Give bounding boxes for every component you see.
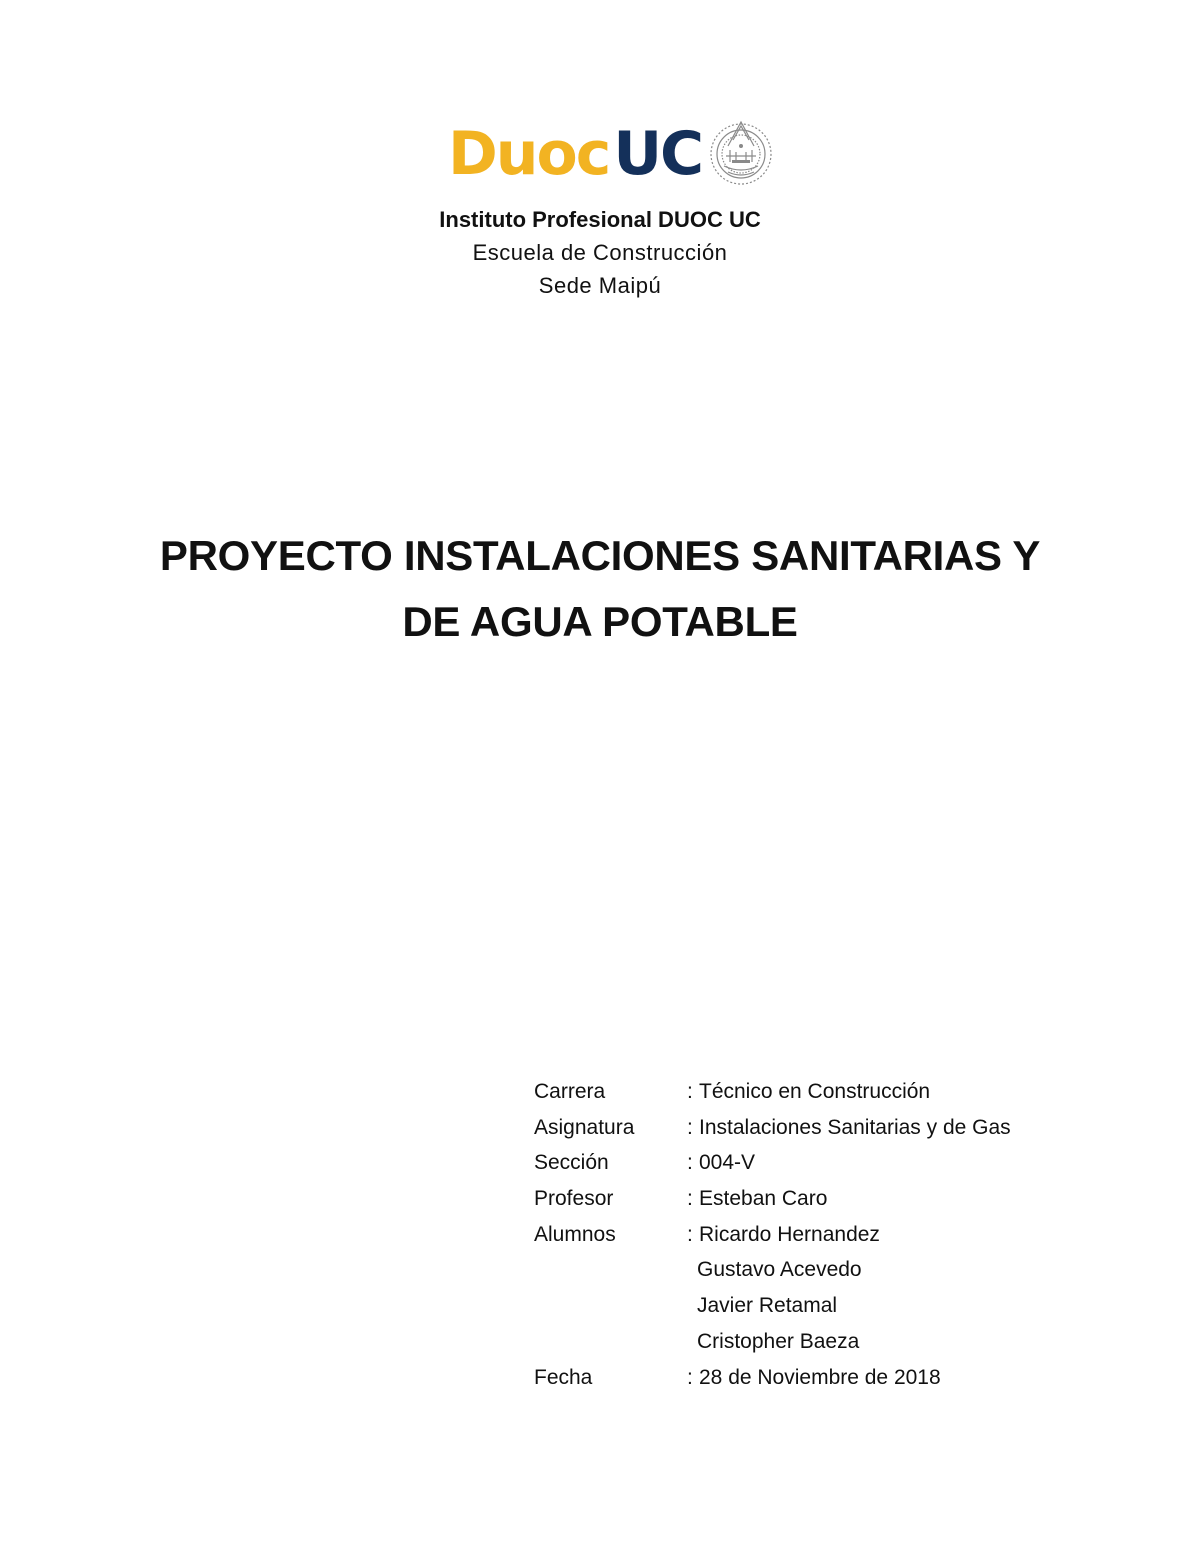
asignatura-colon: : (687, 1115, 693, 1139)
document-title-line-2: DE AGUA POTABLE (402, 598, 798, 645)
fecha-value: 28 de Noviembre de 2018 (699, 1365, 941, 1389)
alumno-name: Ricardo Hernandez (699, 1222, 880, 1246)
school-name: Escuela de Construcción (472, 240, 728, 265)
duoc-uc-logo (448, 116, 778, 194)
info-row-carrera (534, 1076, 1094, 1112)
info-row-alumno (534, 1326, 1094, 1362)
asignatura-value: Instalaciones Sanitarias y de Gas (699, 1115, 1011, 1139)
info-row-asignatura (534, 1112, 1094, 1148)
seccion-label: Sección (534, 1151, 609, 1175)
alumno-name: Cristopher Baeza (697, 1329, 860, 1353)
institution-name: Instituto Profesional DUOC UC (439, 207, 761, 232)
alumnos-label: Alumnos (534, 1222, 616, 1246)
info-row-alumno (534, 1254, 1094, 1290)
document-info-block (534, 1076, 1094, 1397)
logo-duoc-text: Duoc (448, 119, 610, 189)
carrera-colon: : (687, 1080, 693, 1103)
profesor-label: Profesor (534, 1187, 614, 1211)
alumno-name: Javier Retamal (697, 1294, 838, 1318)
carrera-value: Técnico en Construcción (699, 1080, 931, 1103)
info-row-fecha (534, 1362, 1094, 1398)
profesor-value: Esteban Caro (699, 1187, 828, 1211)
document-title-line-1: PROYECTO INSTALACIONES SANITARIAS Y (159, 532, 1041, 579)
alumnos-colon: : (687, 1222, 693, 1246)
logo-uc-text: UC (613, 119, 703, 189)
fecha-label: Fecha (534, 1365, 593, 1389)
logo-wordmark (448, 118, 702, 190)
info-row-profesor (534, 1183, 1094, 1219)
info-row-seccion (534, 1147, 1094, 1183)
fecha-colon: : (687, 1365, 693, 1389)
campus-name: Sede Maipú (538, 273, 662, 298)
seccion-colon: : (687, 1151, 693, 1175)
alumno-name: Gustavo Acevedo (697, 1258, 862, 1282)
info-row-alumnos (534, 1219, 1094, 1255)
asignatura-label: Asignatura (534, 1115, 635, 1139)
profesor-colon: : (687, 1187, 693, 1211)
info-row-alumno (534, 1290, 1094, 1326)
university-seal-icon (706, 116, 776, 188)
seccion-value: 004-V (699, 1151, 756, 1175)
carrera-label: Carrera (534, 1080, 606, 1103)
